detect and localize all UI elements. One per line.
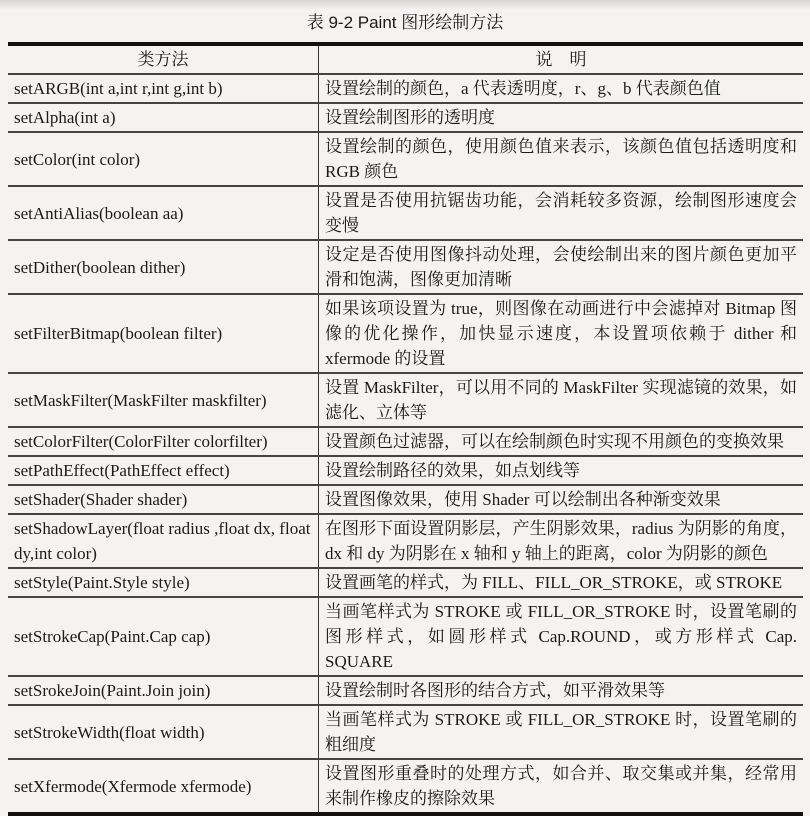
description-cell: 设置绘制路径的效果，如点划线等 <box>319 456 804 485</box>
method-cell: setDither(boolean dither) <box>8 240 319 294</box>
method-cell: setARGB(int a,int r,int g,int b) <box>8 74 319 103</box>
table-row <box>8 705 803 759</box>
description-cell: 设置绘制的颜色，使用颜色值来表示，该颜色值包括透明度和 RGB 颜色 <box>319 132 804 186</box>
description-cell: 设置是否使用抗锯齿功能，会消耗较多资源，绘制图形速度会变慢 <box>319 186 804 240</box>
table-caption: 表 9-2 Paint 图形绘制方法 <box>306 13 504 32</box>
description-cell: 设置颜色过滤器，可以在绘制颜色时实现不用颜色的变换效果 <box>319 427 804 456</box>
table-row <box>8 132 803 186</box>
method-cell: setStrokeCap(Paint.Cap cap) <box>8 597 319 676</box>
header-description: 说 明 <box>319 44 804 74</box>
table-row <box>8 74 803 103</box>
table-row <box>8 514 803 568</box>
method-cell: setAlpha(int a) <box>8 103 319 132</box>
method-cell: setShadowLayer(float radius ,float dx, float dy,int color) <box>8 514 319 568</box>
method-cell: setShader(Shader shader) <box>8 485 319 514</box>
description-cell: 设置 MaskFilter，可以用不同的 MaskFilter 实现滤镜的效果，如滤化、立体等 <box>319 373 804 427</box>
description-cell: 设置绘制图形的透明度 <box>319 103 804 132</box>
method-cell: setMaskFilter(MaskFilter maskfilter) <box>8 373 319 427</box>
description-cell: 当画笔样式为 STROKE 或 FILL_OR_STROKE 时，设置笔刷的图形样式，如圆形样式 Cap.ROUND，或方形样式 Cap. SQUARE <box>319 597 804 676</box>
description-cell: 设置画笔的样式，为 FILL、FILL_OR_STROKE，或 STROKE <box>319 568 804 597</box>
description-cell: 设置图形重叠时的处理方式，如合并、取交集或并集，经常用来制作橡皮的擦除效果 <box>319 759 804 814</box>
description-cell: 在图形下面设置阴影层，产生阴影效果，radius 为阴影的角度，dx 和 dy 为阴影在 x 轴和 y 轴上的距离，color 为阴影的颜色 <box>319 514 804 568</box>
table-row <box>8 456 803 485</box>
table-row <box>8 759 803 814</box>
method-cell: setColor(int color) <box>8 132 319 186</box>
table-row <box>8 568 803 597</box>
table-row <box>8 676 803 705</box>
header-method: 类方法 <box>8 44 319 74</box>
method-cell: setColorFilter(ColorFilter colorfilter) <box>8 427 319 456</box>
description-cell: 设定是否使用图像抖动处理，会使绘制出来的图片颜色更加平滑和饱满，图像更加清晰 <box>319 240 804 294</box>
description-cell: 设置图像效果，使用 Shader 可以绘制出各种渐变效果 <box>319 485 804 514</box>
method-cell: setPathEffect(PathEffect effect) <box>8 456 319 485</box>
table-row <box>8 373 803 427</box>
description-cell: 设置绘制的颜色，a 代表透明度，r、g、b 代表颜色值 <box>319 74 804 103</box>
method-cell: setStyle(Paint.Style style) <box>8 568 319 597</box>
paint-methods-table <box>8 42 803 816</box>
description-cell: 设置绘制时各图形的结合方式，如平滑效果等 <box>319 676 804 705</box>
method-cell: setFilterBitmap(boolean filter) <box>8 294 319 373</box>
table-row <box>8 485 803 514</box>
method-cell: setStrokeWidth(float width) <box>8 705 319 759</box>
table-row <box>8 240 803 294</box>
table-row <box>8 103 803 132</box>
method-cell: setSrokeJoin(Paint.Join join) <box>8 676 319 705</box>
table-row <box>8 427 803 456</box>
table-header-row <box>8 44 803 74</box>
table-row <box>8 597 803 676</box>
description-cell: 当画笔样式为 STROKE 或 FILL_OR_STROKE 时，设置笔刷的粗细度 <box>319 705 804 759</box>
table-row <box>8 294 803 373</box>
method-cell: setAntiAlias(boolean aa) <box>8 186 319 240</box>
table-row <box>8 186 803 240</box>
method-cell: setXfermode(Xfermode xfermode) <box>8 759 319 814</box>
description-cell: 如果该项设置为 true，则图像在动画进行中会滤掉对 Bitmap 图像的优化操作，加快显示速度，本设置项依赖于 dither 和 xfermode 的设置 <box>319 294 804 373</box>
